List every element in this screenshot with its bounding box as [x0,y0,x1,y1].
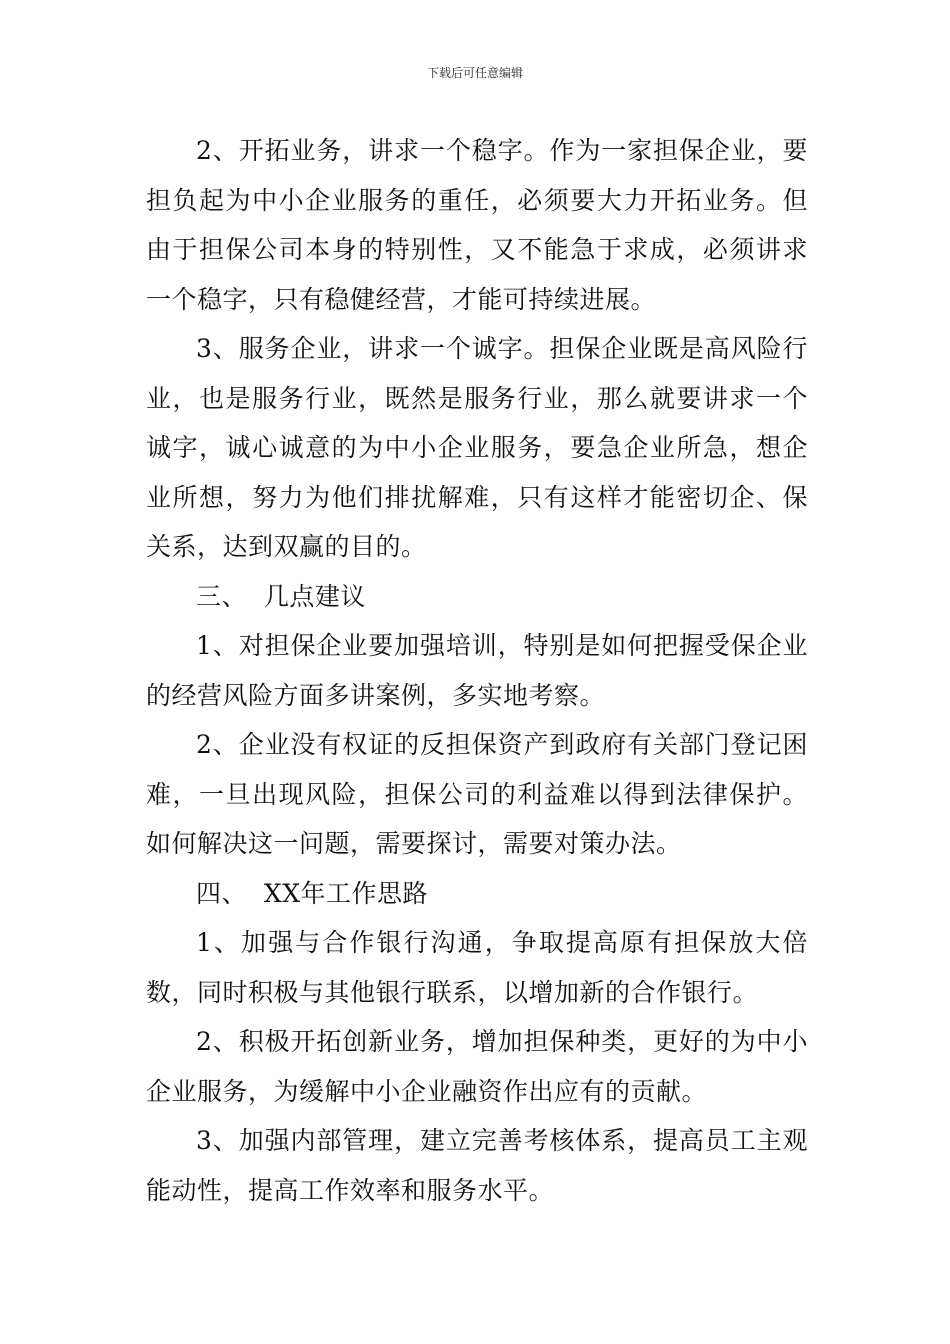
section-heading-work-plan: 四、 XX年工作思路 [196,878,428,908]
paragraph-expand-business: 2、开拓业务，讲求一个稳字。作为一家担保企业，要担负起为中小企业服务的重任，必须要大力开拓业务。但由于担保公司本身的特别性，又不能急于求成，必须讲求一个稳字，只有稳健经营，才能可持续进展。 [146,136,808,314]
paragraph-plan-bank-cooperation: 1、加强与合作银行沟通，争取提高原有担保放大倍数，同时积极与其他银行联系，以增加新的合作银行。 [146,928,808,1007]
paragraph-suggestion-training: 1、对担保企业要加强培训，特别是如何把握受保企业的经营风险方面多讲案例，多实地考察。 [146,631,808,710]
document-body [146,126,808,1215]
paragraph-plan-innovation: 2、积极开拓创新业务，增加担保种类，更好的为中小企业服务，为缓解中小企业融资作出应有的贡献。 [146,1027,808,1106]
section-heading-suggestions: 三、 几点建议 [196,581,366,611]
paragraph-serve-enterprises: 3、服务企业，讲求一个诚字。担保企业既是高风险行业，也是服务行业，既然是服务行业，那么就要讲求一个诚字，诚心诚意的为中小企业服务，要急企业所急，想企业所想，努力为他们排扰解难，只有这样才能密切企、保关系，达到双赢的目的。 [146,334,808,561]
paragraph-plan-internal-management: 3、加强内部管理，建立完善考核体系，提高员工主观能动性，提高工作效率和服务水平。 [146,1126,808,1205]
paragraph-suggestion-registration: 2、企业没有权证的反担保资产到政府有关部门登记困难，一旦出现风险，担保公司的利益难以得到法律保护。如何解决这一问题，需要探讨，需要对策办法。 [146,730,808,858]
page-header: 下载后可任意编辑 [426,66,523,80]
